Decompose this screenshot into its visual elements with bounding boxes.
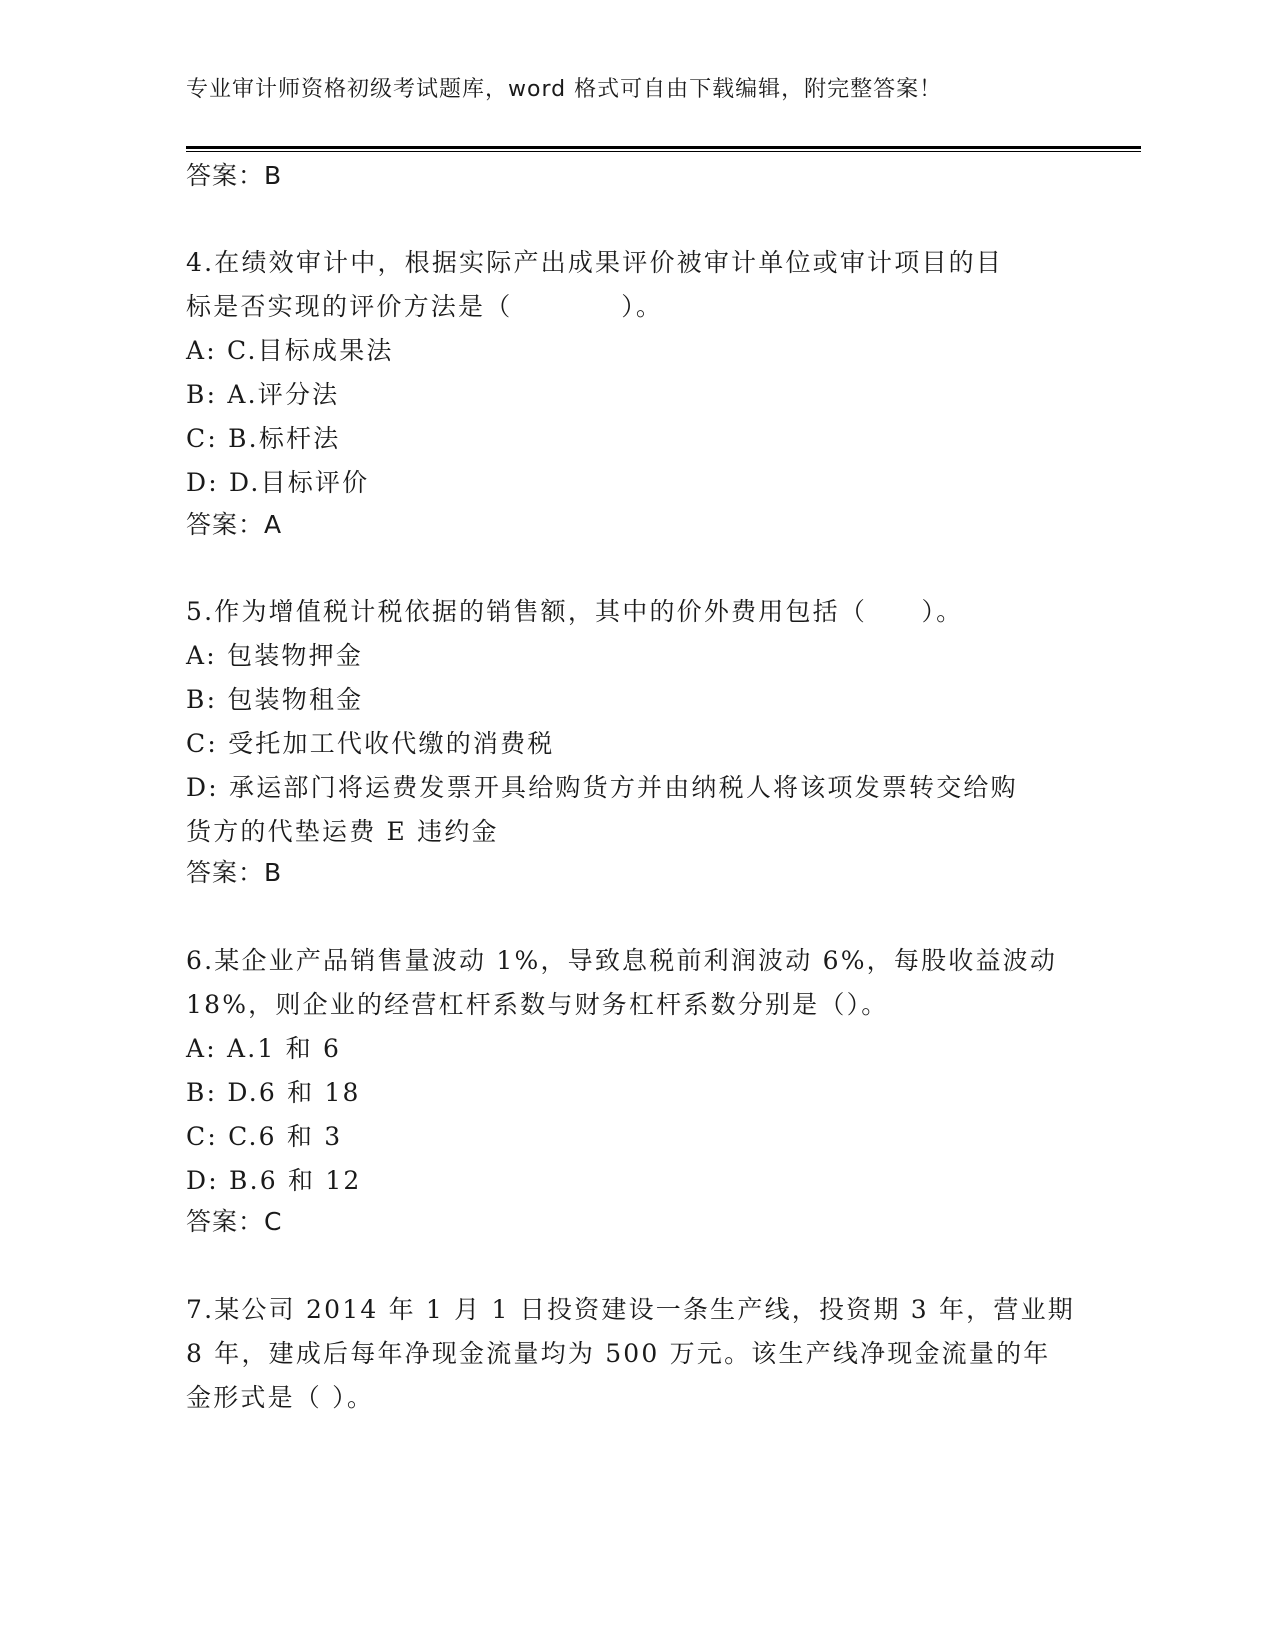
option-a: A: C.目标成果法: [186, 336, 394, 365]
option-c: C: C.6 和 3: [186, 1122, 343, 1151]
answer-line: 答案：B: [186, 161, 283, 190]
answer-line: 答案：B: [186, 858, 283, 887]
option-b: B: A.评分法: [186, 380, 340, 409]
answer-line: 答案：A: [186, 510, 283, 539]
header-rule: [186, 146, 1141, 149]
option-d: D: B.6 和 12: [186, 1166, 362, 1195]
option-d: D: 承运部门将运费发票开具给购货方并由纳税人将该项发票转交给购: [186, 773, 1018, 802]
question-5-text: 5.作为增值税计税依据的销售额，其中的价外费用包括（ ）。: [186, 597, 964, 626]
option-b: B: D.6 和 18: [186, 1078, 361, 1107]
option-b: B: 包装物租金: [186, 685, 364, 714]
question-7-text: 7.某公司 2014 年 1 月 1 日投资建设一条生产线，投资期 3 年，营业期: [186, 1295, 1075, 1324]
option-a: A: 包装物押金: [186, 641, 364, 670]
question-7-text: 8 年，建成后每年净现金流量均为 500 万元。该生产线净现金流量的年: [186, 1339, 1051, 1368]
header-rule-thin: [186, 151, 1141, 152]
option-d-continued: 货方的代垫运费 E 违约金: [186, 817, 499, 846]
question-4-text: 标是否实现的评价方法是（ ）。: [186, 292, 664, 321]
option-c: C: 受托加工代收代缴的消费税: [186, 729, 555, 758]
question-6-text: 18%，则企业的经营杠杆系数与财务杠杆系数分别是（）。: [186, 990, 889, 1019]
option-d: D: D.目标评价: [186, 468, 370, 497]
option-c: C: B.标杆法: [186, 424, 341, 453]
question-4-text: 4.在绩效审计中，根据实际产出成果评价被审计单位或审计项目的目: [186, 248, 1004, 277]
page-header: 专业审计师资格初级考试题库，word 格式可自由下载编辑，附完整答案！: [186, 77, 943, 102]
answer-line: 答案：C: [186, 1207, 283, 1236]
question-6-text: 6.某企业产品销售量波动 1%，导致息税前利润波动 6%，每股收益波动: [186, 946, 1058, 975]
option-a: A: A.1 和 6: [186, 1034, 342, 1063]
question-7-text: 金形式是（ ）。: [186, 1383, 375, 1412]
